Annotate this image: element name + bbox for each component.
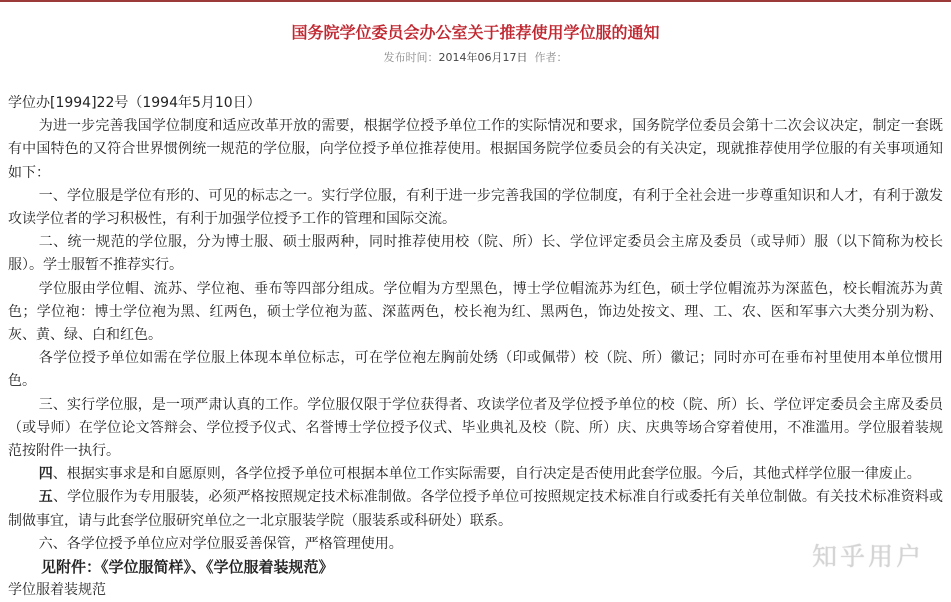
attachment-heading: 学位服着装规范 [8,582,106,599]
paragraph-4-number: 四 [38,466,53,483]
paragraph-intro: 为进一步完善我国学位制度和适应改革开放的需要，根据学位授予单位工作的实际情况和要求，国务院学位委员会第十二次会议决定，制定一套既有中国特色的又符合世界惯例统一规范的学位服，向学位授予单位推荐使用。根据国务院学位委员会的有关决定，现就推荐使用学位服的有关事项通知如下： [8,118,943,181]
publish-label: 发布时间： [383,51,439,64]
top-divider [0,0,951,2]
paragraph-4 [8,463,943,486]
paragraph-5 [8,486,943,532]
paragraph-2-composition: 学位服由学位帽、流苏、学位袍、垂布等四部分组成。学位帽为方型黑色，博士学位帽流苏为红色，硕士学位帽流苏为深蓝色，校长帽流苏为黄色；学位袍：博士学位袍为黑、红两色，硕士学位袍为蓝、深蓝两色，校长袍为红、黑两色，饰边处按文、理、工、农、医和军事六大类分别为粉、灰、黄、绿、白和红色。 [8,280,943,344]
paragraph-3: 三、实行学位服，是一项严肃认真的工作。学位服仅限于学位获得者、攻读学位者及学位授予单位的校（院、所）长、学位评定委员会主席及委员（或导师）在学位论文答辩会、学位授予仪式、名誉博士学位授予仪式、毕业典礼及校（院、所）庆、庆典等场合穿着使用，不准滥用。学位服着装规范按附件一执行。 [8,396,943,460]
document-number: 学位办[1994]22号（1994年5月10日） [8,95,261,111]
paragraph-2: 二、统一规范的学位服，分为博士服、硕士服两种，同时推荐使用校（院、所）长、学位评定委员会主席及委员（或导师）服（以下简称为校长服）。学士服暂不推荐实行。 [8,234,943,274]
zhihu-watermark: 知乎用户 [812,542,925,571]
document-body [8,92,943,602]
paragraph-4-text: 、根据实事求是和自愿原则，各学位授予单位可根据本单位工作实际需要，自行决定是否使用此套学位服。今后，其他式样学位服一律废止。 [52,466,921,483]
paragraph-5-number: 五 [38,489,53,506]
publish-meta [0,49,951,65]
paragraph-1: 一、学位服是学位有形的、可见的标志之一。实行学位服，有利于进一步完善我国的学位制度，有利于全社会进一步尊重知识和人才，有利于激发攻读学位者的学习积极性，有利于加强学位授予工作的管理和国际交流。 [8,187,943,228]
publish-date: 2014年06月17日 [438,51,528,64]
paragraph-6: 六、各学位授予单位应对学位服妥善保管，严格管理使用。 [38,535,403,552]
author-label: 作者： [534,51,568,64]
paragraph-2-logo: 各学位授予单位如需在学位服上体现本单位标志，可在学位袍左胸前处绣（印或佩带）校（院、所）徽记；同时亦可在垂布衬里使用本单位惯用色。 [8,350,943,390]
paragraph-5-text: 、学位服作为专用服装，必须严格按照规定技术标准制做。各学位授予单位可按照规定技术标准自行或委托有关单位制做。有关技术标准资料或制做事宜，请与此套学位服研究单位之一北京服装学院（服装系或科研处）联系。 [8,489,944,529]
attachments-line: 见附件：《学位服简样》、《学位服着装规范》 [41,558,334,577]
page-title: 国务院学位委员会办公室关于推荐使用学位服的通知 [291,23,660,42]
